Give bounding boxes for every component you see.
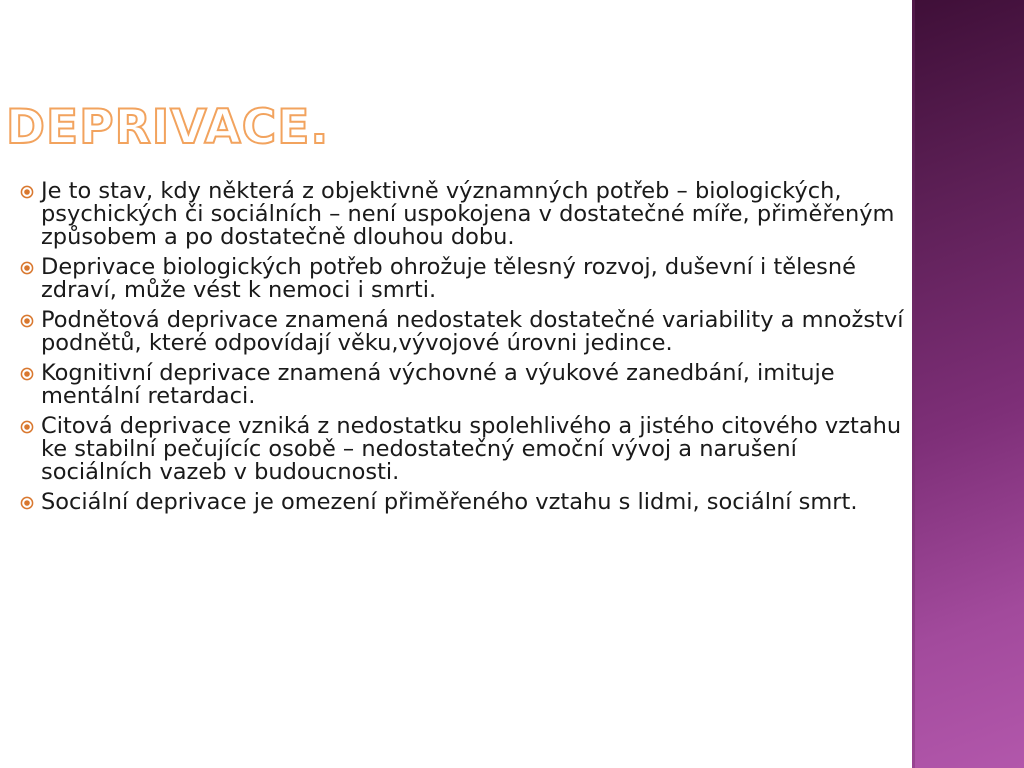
bullet-text: Podnětová deprivace znamená nedostatek dostatečné variability a množství podnětů, které odpovídají věku,vývojové úrovni jedince.: [41, 307, 904, 356]
slide-title: DEPRIVACE.: [6, 100, 330, 155]
bullet-item: [20, 256, 912, 302]
circled-dot-icon: [20, 420, 34, 434]
bullet-text: Citová deprivace vzniká z nedostatku spolehlivého a jistého citového vztahu ke stabilní pečujícíc osobě – nedostatečný emoční vývoj a narušení sociálních vazeb v budoucnosti.: [41, 413, 902, 485]
circled-dot-icon: [20, 185, 34, 199]
circled-dot-icon: [20, 367, 34, 381]
decorative-side-band: [912, 0, 1024, 768]
bullet-text: Sociální deprivace je omezení přiměřeného vztahu s lidmi, sociální smrt.: [41, 489, 858, 515]
bullet-item: [20, 491, 912, 514]
bullet-text: Kognitivní deprivace znamená výchovné a výukové zanedbání, imituje mentální retardaci.: [41, 360, 835, 409]
bullet-list: [20, 180, 912, 521]
bullet-item: [20, 309, 912, 355]
bullet-item: [20, 415, 912, 484]
bullet-text: Deprivace biologických potřeb ohrožuje tělesný rozvoj, duševní i tělesné zdraví, může vést k nemoci i smrti.: [41, 254, 856, 303]
circled-dot-icon: [20, 314, 34, 328]
bullet-item: [20, 362, 912, 408]
bullet-text: Je to stav, kdy některá z objektivně významných potřeb – biologických, psychických či sociálních – není uspokojena v dostatečné míře, přiměřeným způsobem a po dostatečně dlouhou dobu.: [41, 178, 895, 250]
bullet-item: [20, 180, 912, 249]
circled-dot-icon: [20, 496, 34, 510]
side-band-edge: [912, 0, 915, 768]
circled-dot-icon: [20, 261, 34, 275]
